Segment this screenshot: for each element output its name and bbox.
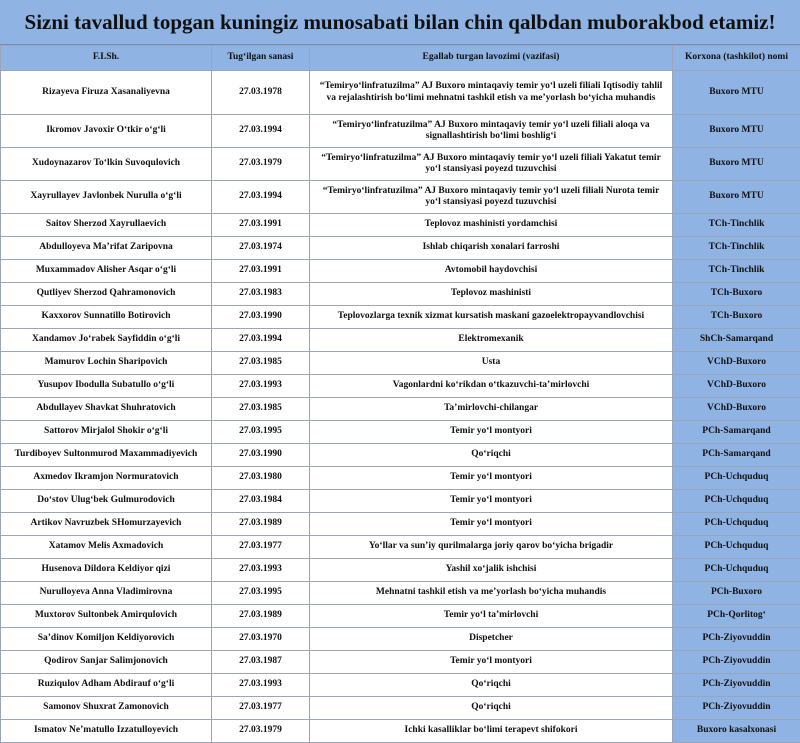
cell-position: Elektromexanik xyxy=(310,329,673,352)
cell-birthdate: 27.03.1994 xyxy=(212,115,310,148)
cell-name: Mamurov Lochin Sharipovich xyxy=(1,352,212,375)
cell-birthdate: 27.03.1979 xyxy=(212,148,310,181)
cell-birthdate: 27.03.1993 xyxy=(212,375,310,398)
table-row xyxy=(1,536,800,559)
cell-position: “Temiryo‘linfratuzilma” AJ Buxoro mintaqaviy temir yo‘l uzeli filiali Nurota temir yo‘l stansiyasi poyezd tuzuvchisi xyxy=(310,181,673,214)
column-header-position: Egallab turgan lavozimi (vazifasi) xyxy=(310,46,673,71)
cell-organization: TCh-Tinchlik xyxy=(673,214,800,237)
cell-position: Yo‘llar va sun’iy qurilmalarga joriy qarov bo‘yicha brigadir xyxy=(310,536,673,559)
cell-birthdate: 27.03.1977 xyxy=(212,536,310,559)
cell-name: Do‘stov Ulug‘bek Gulmurodovich xyxy=(1,490,212,513)
cell-name: Yusupov Ibodulla Subatullo o‘g‘li xyxy=(1,375,212,398)
cell-name: Ismatov Ne’matullo Izzatulloyevich xyxy=(1,720,212,743)
cell-organization: PCh-Uchquduq xyxy=(673,559,800,582)
cell-position: Usta xyxy=(310,352,673,375)
cell-name: Artikov Navruzbek SHomurzayevich xyxy=(1,513,212,536)
cell-name: Xayrullayev Javlonbek Nurulla o‘g‘li xyxy=(1,181,212,214)
cell-position: “Temiryo‘linfratuzilma” AJ Buxoro mintaqaviy temir yo‘l uzeli filiali aloqa va signallashtirish bo‘limi boshlig‘i xyxy=(310,115,673,148)
table-row xyxy=(1,329,800,352)
cell-organization: Buxoro MTU xyxy=(673,115,800,148)
cell-position: Dispetcher xyxy=(310,628,673,651)
cell-name: Qutliyev Sherzod Qahramonovich xyxy=(1,283,212,306)
cell-birthdate: 27.03.1989 xyxy=(212,605,310,628)
cell-position: Yashil xo‘jalik ishchisi xyxy=(310,559,673,582)
cell-position: Mehnatni tashkil etish va me’yorlash bo‘yicha muhandis xyxy=(310,582,673,605)
cell-organization: PCh-Uchquduq xyxy=(673,467,800,490)
cell-birthdate: 27.03.1984 xyxy=(212,490,310,513)
cell-organization: PCh-Samarqand xyxy=(673,444,800,467)
cell-organization: TCh-Tinchlik xyxy=(673,260,800,283)
cell-birthdate: 27.03.1985 xyxy=(212,352,310,375)
column-header-organization: Korxona (tashkilot) nomi xyxy=(673,46,800,71)
table-row xyxy=(1,260,800,283)
cell-birthdate: 27.03.1991 xyxy=(212,214,310,237)
cell-position: Ishlab chiqarish xonalari farroshi xyxy=(310,237,673,260)
table-row xyxy=(1,214,800,237)
cell-birthdate: 27.03.1970 xyxy=(212,628,310,651)
table-row xyxy=(1,467,800,490)
table-row xyxy=(1,115,800,148)
table-row xyxy=(1,181,800,214)
table-row xyxy=(1,490,800,513)
cell-name: Sa’dinov Komiljon Keldiyorovich xyxy=(1,628,212,651)
cell-position: Temir yo‘l montyori xyxy=(310,513,673,536)
cell-name: Xudoynazarov To‘lkin Suvoqulovich xyxy=(1,148,212,181)
cell-name: Saitov Sherzod Xayrullaevich xyxy=(1,214,212,237)
cell-organization: PCh-Ziyovuddin xyxy=(673,697,800,720)
cell-name: Kaxxorov Sunnatillo Botirovich xyxy=(1,306,212,329)
cell-organization: TCh-Buxoro xyxy=(673,306,800,329)
table-row xyxy=(1,582,800,605)
cell-birthdate: 27.03.1974 xyxy=(212,237,310,260)
cell-position: Temir yo‘l montyori xyxy=(310,651,673,674)
column-header-name: F.I.Sh. xyxy=(1,46,212,71)
table-row xyxy=(1,148,800,181)
table-row xyxy=(1,697,800,720)
cell-organization: VChD-Buxoro xyxy=(673,398,800,421)
cell-organization: PCh-Uchquduq xyxy=(673,490,800,513)
table-row xyxy=(1,444,800,467)
table-header-row xyxy=(1,46,800,71)
cell-position: Temir yo‘l montyori xyxy=(310,421,673,444)
cell-birthdate: 27.03.1987 xyxy=(212,651,310,674)
table-row xyxy=(1,421,800,444)
cell-name: Qodirov Sanjar Salimjonovich xyxy=(1,651,212,674)
cell-organization: PCh-Samarqand xyxy=(673,421,800,444)
cell-position: “Temiryo‘linfratuzilma” AJ Buxoro mintaqaviy temir yo‘l uzeli filiali Iqtisodiy tahlil va rejalashtirish bo‘limi mehnatni tashkil etish va me’yorlash bo‘yicha muhandis xyxy=(310,71,673,115)
cell-birthdate: 27.03.1979 xyxy=(212,720,310,743)
cell-name: Samonov Shuxrat Zamonovich xyxy=(1,697,212,720)
page-title: Sizni tavallud topgan kuningiz munosabati bilan chin qalbdan muborakbod etamiz! xyxy=(0,0,800,45)
cell-position: Avtomobil haydovchisi xyxy=(310,260,673,283)
cell-position: Qo‘riqchi xyxy=(310,674,673,697)
cell-position: Teplovoz mashinisti yordamchisi xyxy=(310,214,673,237)
cell-position: “Temiryo‘linfratuzilma” AJ Buxoro mintaqaviy temir yo‘l uzeli filiali Yakatut temir yo‘l stansiyasi poyezd tuzuvchisi xyxy=(310,148,673,181)
table-row xyxy=(1,651,800,674)
cell-name: Nurulloyeva Anna Vladimirovna xyxy=(1,582,212,605)
cell-organization: Buxoro MTU xyxy=(673,181,800,214)
table-row xyxy=(1,513,800,536)
cell-birthdate: 27.03.1980 xyxy=(212,467,310,490)
cell-organization: PCh-Ziyovuddin xyxy=(673,628,800,651)
table-row xyxy=(1,71,800,115)
cell-position: Ichki kasalliklar bo‘limi terapevt shifokori xyxy=(310,720,673,743)
cell-birthdate: 27.03.1994 xyxy=(212,329,310,352)
cell-organization: VChD-Buxoro xyxy=(673,352,800,375)
table-row xyxy=(1,237,800,260)
table-row xyxy=(1,306,800,329)
cell-birthdate: 27.03.1983 xyxy=(212,283,310,306)
cell-position: Temir yo‘l montyori xyxy=(310,467,673,490)
cell-name: Abdullayev Shavkat Shuhratovich xyxy=(1,398,212,421)
cell-name: Axmedov Ikramjon Normuratovich xyxy=(1,467,212,490)
cell-position: Temir yo‘l montyori xyxy=(310,490,673,513)
table-row xyxy=(1,628,800,651)
cell-organization: Buxoro MTU xyxy=(673,71,800,115)
cell-name: Abdulloyeva Ma’rifat Zaripovna xyxy=(1,237,212,260)
cell-birthdate: 27.03.1978 xyxy=(212,71,310,115)
cell-position: Teplovoz mashinisti xyxy=(310,283,673,306)
cell-organization: PCh-Uchquduq xyxy=(673,513,800,536)
cell-organization: PCh-Ziyovuddin xyxy=(673,651,800,674)
cell-organization: TCh-Tinchlik xyxy=(673,237,800,260)
birthday-table xyxy=(0,45,800,743)
cell-organization: Buxoro kasalxonasi xyxy=(673,720,800,743)
cell-name: Sattorov Mirjalol Shokir o‘g‘li xyxy=(1,421,212,444)
cell-organization: TCh-Buxoro xyxy=(673,283,800,306)
cell-organization: PCh-Uchquduq xyxy=(673,536,800,559)
cell-name: Xandamov Jo‘rabek Sayfiddin o‘g‘li xyxy=(1,329,212,352)
cell-name: Husenova Dildora Keldiyor qizi xyxy=(1,559,212,582)
cell-birthdate: 27.03.1994 xyxy=(212,181,310,214)
cell-position: Qo‘riqchi xyxy=(310,444,673,467)
cell-name: Muxtorov Sultonbek Amirqulovich xyxy=(1,605,212,628)
cell-position: Qo‘riqchi xyxy=(310,697,673,720)
table-row xyxy=(1,559,800,582)
cell-organization: ShCh-Samarqand xyxy=(673,329,800,352)
cell-birthdate: 27.03.1993 xyxy=(212,559,310,582)
cell-position: Temir yo‘l ta’mirlovchi xyxy=(310,605,673,628)
cell-organization: PCh-Qorlitog‘ xyxy=(673,605,800,628)
table-row xyxy=(1,398,800,421)
cell-name: Ikromov Javoxir O‘tkir o‘g‘li xyxy=(1,115,212,148)
table-row xyxy=(1,283,800,306)
table-row xyxy=(1,375,800,398)
column-header-birthdate: Tug‘ilgan sanasi xyxy=(212,46,310,71)
table-row xyxy=(1,352,800,375)
cell-organization: VChD-Buxoro xyxy=(673,375,800,398)
cell-birthdate: 27.03.1985 xyxy=(212,398,310,421)
cell-birthdate: 27.03.1991 xyxy=(212,260,310,283)
cell-organization: Buxoro MTU xyxy=(673,148,800,181)
cell-birthdate: 27.03.1990 xyxy=(212,306,310,329)
cell-organization: PCh-Buxoro xyxy=(673,582,800,605)
cell-birthdate: 27.03.1990 xyxy=(212,444,310,467)
cell-position: Teplovozlarga texnik xizmat kursatish maskani gazoelektropayvandlovchisi xyxy=(310,306,673,329)
cell-birthdate: 27.03.1995 xyxy=(212,582,310,605)
cell-birthdate: 27.03.1977 xyxy=(212,697,310,720)
cell-name: Turdiboyev Sultonmurod Maxammadiyevich xyxy=(1,444,212,467)
table-row xyxy=(1,674,800,697)
cell-name: Rizayeva Firuza Xasanaliyevna xyxy=(1,71,212,115)
cell-position: Ta’mirlovchi-chilangar xyxy=(310,398,673,421)
cell-birthdate: 27.03.1995 xyxy=(212,421,310,444)
cell-birthdate: 27.03.1989 xyxy=(212,513,310,536)
cell-name: Ruziqulov Adham Abdirauf o‘g‘li xyxy=(1,674,212,697)
cell-organization: PCh-Ziyovuddin xyxy=(673,674,800,697)
cell-birthdate: 27.03.1993 xyxy=(212,674,310,697)
cell-name: Muxammadov Alisher Asqar o‘g‘li xyxy=(1,260,212,283)
cell-name: Xatamov Melis Axmadovich xyxy=(1,536,212,559)
table-row xyxy=(1,605,800,628)
table-row xyxy=(1,720,800,743)
cell-position: Vagonlardni ko‘rikdan o‘tkazuvchi-ta’mirlovchi xyxy=(310,375,673,398)
